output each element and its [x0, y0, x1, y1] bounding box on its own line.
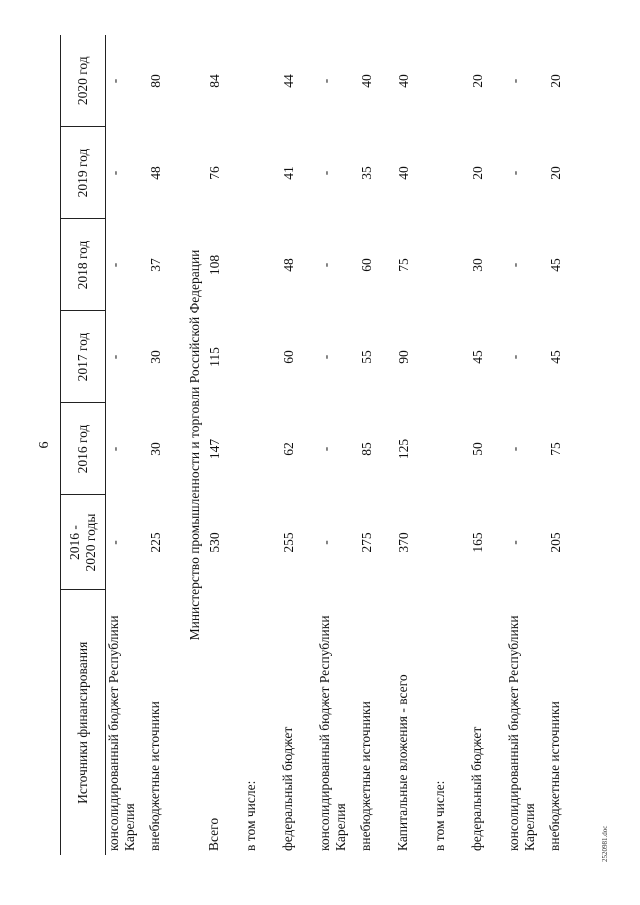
row-label: внебюджетные источники [147, 701, 162, 851]
cell-2020: - [507, 78, 522, 84]
cell-2020: 20 [470, 74, 485, 88]
cell-2020: 40 [359, 74, 374, 88]
row-label: федеральный бюджет [280, 726, 295, 851]
table-row [506, 35, 547, 855]
cell-total: 275 [359, 532, 374, 553]
cell-2016: - [318, 446, 333, 452]
cell-2019: 20 [548, 166, 563, 180]
cell-2016: 30 [148, 442, 163, 456]
cell-total: 205 [548, 532, 563, 553]
cell-2016: 85 [359, 442, 374, 456]
table-row [432, 35, 469, 855]
column-header: 2017 год [61, 311, 106, 403]
cell-2018: - [107, 262, 122, 268]
cell-2019: 35 [359, 166, 374, 180]
cell-2017: - [318, 354, 333, 360]
cell-2016 [432, 403, 469, 495]
row-label: внебюджетные источники [547, 701, 562, 851]
table-row [469, 35, 506, 855]
cell-2017: - [507, 354, 522, 360]
cell-2020: 44 [281, 74, 296, 88]
cell-2017: 90 [396, 350, 411, 364]
cell-total: 255 [281, 532, 296, 553]
row-label: Капитальные вложения - всего [395, 674, 410, 851]
row-label: консолидированный бюджет Республики Карелия [506, 615, 537, 851]
cell-2017: - [107, 354, 122, 360]
cell-2018: - [318, 262, 333, 268]
cell-total: - [107, 540, 122, 545]
cell-2016: - [507, 446, 522, 452]
cell-2016: 75 [548, 442, 563, 456]
column-header: 2016 - 2020 годы [61, 495, 106, 590]
table-header-row [61, 35, 106, 855]
cell-2019: - [318, 170, 333, 176]
cell-total: 530 [207, 532, 222, 553]
cell-2018: 48 [281, 258, 296, 272]
financing-table [60, 35, 584, 855]
cell-2016 [243, 403, 280, 495]
cell-2019: - [107, 170, 122, 176]
cell-2018: 108 [207, 254, 222, 276]
cell-2018: 30 [470, 258, 485, 272]
cell-2018: 75 [396, 258, 411, 272]
table-row [317, 35, 358, 855]
row-label: консолидированный бюджет Республики Карелия [106, 615, 137, 851]
table-row [147, 35, 184, 855]
row-label: федеральный бюджет [469, 726, 484, 851]
column-header: 2018 год [61, 219, 106, 311]
cell-2019: 40 [396, 166, 411, 180]
column-header: 2016 год [61, 403, 106, 495]
cell-2019: 76 [207, 166, 222, 180]
cell-2018: 60 [359, 258, 374, 272]
cell-2017 [243, 311, 280, 403]
cell-total: - [318, 540, 333, 545]
table-row [547, 35, 584, 855]
table-row [358, 35, 395, 855]
cell-total: 370 [396, 532, 411, 553]
rotated-content [27, 35, 563, 855]
cell-2016: 147 [207, 438, 222, 460]
section-row [184, 35, 206, 855]
cell-2018: - [507, 262, 522, 268]
cell-2020: 20 [548, 74, 563, 88]
cell-2020: - [318, 78, 333, 84]
row-label: внебюджетные источники [358, 701, 373, 851]
row-label: консолидированный бюджет Республики Карелия [317, 615, 348, 851]
cell-2020: 80 [148, 74, 163, 88]
cell-2017: 30 [148, 350, 163, 364]
cell-total [432, 495, 469, 590]
row-label: в том числе: [432, 780, 447, 851]
table-row [106, 35, 148, 855]
cell-2017: 45 [470, 350, 485, 364]
table-row [206, 35, 243, 855]
cell-2016: 125 [396, 438, 411, 460]
cell-total: - [507, 540, 522, 545]
cell-2020: - [107, 78, 122, 84]
cell-2016: 62 [281, 442, 296, 456]
cell-2020 [432, 35, 469, 127]
cell-2017: 60 [281, 350, 296, 364]
cell-2018: 37 [148, 258, 163, 272]
cell-total: 225 [148, 532, 163, 553]
cell-2019 [243, 127, 280, 219]
cell-2017: 45 [548, 350, 563, 364]
cell-2019: - [507, 170, 522, 176]
document-file-reference: 2520981.doc [601, 825, 609, 862]
cell-2019: 41 [281, 166, 296, 180]
column-header: 2020 год [61, 35, 106, 127]
cell-2017 [432, 311, 469, 403]
cell-2017: 55 [359, 350, 374, 364]
page-number: 6 [37, 441, 52, 449]
cell-2018: 45 [548, 258, 563, 272]
cell-2019: 20 [470, 166, 485, 180]
cell-2018 [243, 219, 280, 311]
cell-2020: 40 [396, 74, 411, 88]
table-row [243, 35, 280, 855]
cell-2018 [432, 219, 469, 311]
cell-2017: 115 [207, 347, 222, 367]
cell-2020: 84 [207, 74, 222, 88]
table-row [395, 35, 432, 855]
cell-2016: - [107, 446, 122, 452]
cell-2019 [432, 127, 469, 219]
row-label: в том числе: [243, 780, 258, 851]
cell-total [243, 495, 280, 590]
cell-2019: 48 [148, 166, 163, 180]
section-title: Министерство промышленности и торговли Российской Федерации [187, 249, 203, 641]
table-row [280, 35, 317, 855]
cell-2016: 50 [470, 442, 485, 456]
column-header: Источники финансирования [61, 590, 106, 855]
cell-2020 [243, 35, 280, 127]
column-header: 2019 год [61, 127, 106, 219]
row-label: Всего [206, 817, 221, 851]
cell-total: 165 [470, 532, 485, 553]
